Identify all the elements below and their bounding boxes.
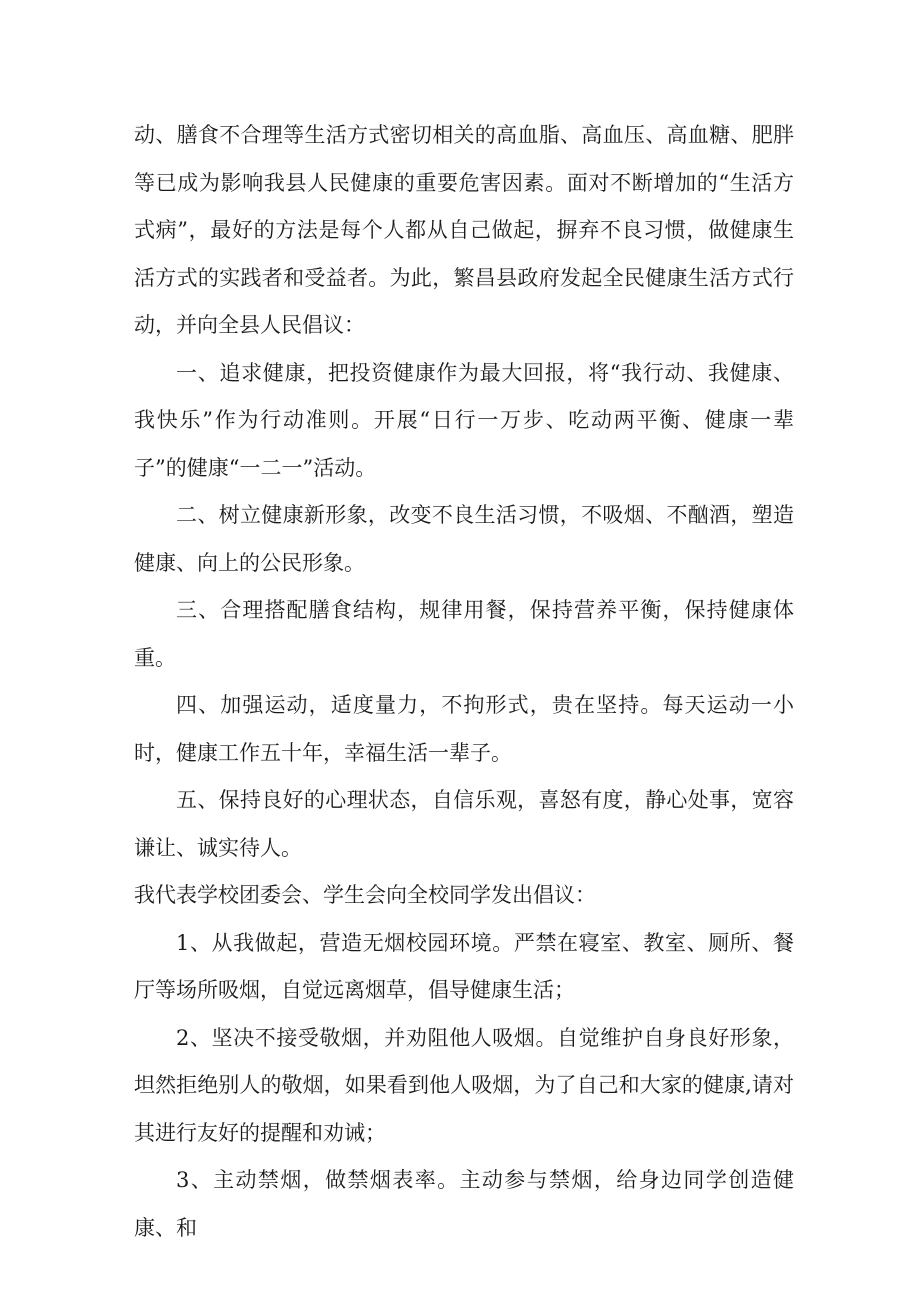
paragraph-item-1: 一、追求健康，把投资健康作为最大回报，将“我行动、我健康、我快乐”作为行动准则。开展“日行一万步、吃动两平衡、健康一辈子”的健康“一二一”活动。 [134, 360, 794, 480]
paragraph-item-3: 三、合理搭配膳食结构，规律用餐，保持营养平衡，保持健康体重。 [134, 598, 794, 670]
paragraph-item-2: 二、树立健康新形象，改变不良生活习惯，不吸烟、不酗酒，塑造健康、向上的公民形象。 [134, 503, 794, 575]
paragraph-item-4: 四、加强运动，适度量力，不拘形式，贵在坚持。每天运动一小时，健康工作五十年，幸福生活一辈子。 [134, 693, 794, 765]
paragraph-school-item-2: 2、坚决不接受敬烟，并劝阻他人吸烟。自觉维护自身良好形象，坦然拒绝别人的敬烟，如果看到他人吸烟，为了自己和大家的健康,请对其进行友好的提醒和劝诫； [134, 1025, 794, 1145]
paragraph-intro: 动、膳食不合理等生活方式密切相关的高血脂、高血压、高血糖、肥胖等已成为影响我县人民健康的重要危害因素。面对不断增加的“生活方式病”，最好的方法是每个人都从自己做起，摒弃不良习惯，做健康生活方式的实践者和受益者。为此，繁昌县政府发起全民健康生活方式行动，并向全县人民倡议： [134, 123, 794, 337]
paragraph-item-5: 五、保持良好的心理状态，自信乐观，喜怒有度，静心处事，宽容谦让、诚实待人。 [134, 788, 794, 860]
document-body [134, 112, 794, 1252]
paragraph-school-item-3: 3、主动禁烟，做禁烟表率。主动参与禁烟，给身边同学创造健康、和 [134, 1168, 794, 1240]
paragraph-school-initiative: 我代表学校团委会、学生会向全校同学发出倡议： [134, 883, 596, 907]
paragraph-school-item-1: 1、从我做起，营造无烟校园环境。严禁在寝室、教室、厕所、餐厅等场所吸烟，自觉远离烟草，倡导健康生活； [134, 930, 794, 1002]
